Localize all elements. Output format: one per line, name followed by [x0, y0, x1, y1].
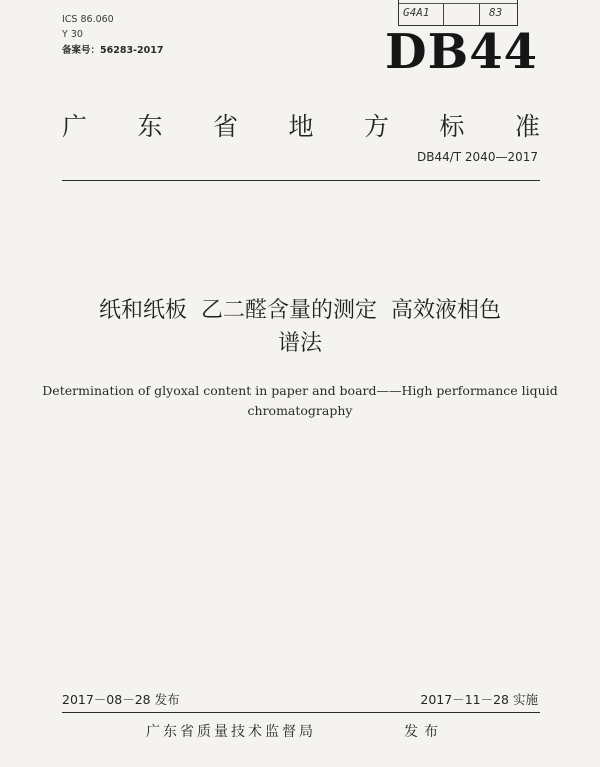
implementation-date: 2017－11－28 实施: [420, 692, 538, 707]
english-title: [40, 381, 560, 421]
chinese-title-line: 谱法: [277, 331, 322, 356]
standard-type-char: 准: [514, 112, 540, 141]
standard-type-char: 方: [363, 112, 389, 141]
standard-number: DB44/T 2040—2017: [416, 150, 538, 164]
stamp-cell-right: 83: [489, 6, 503, 19]
release-label: 发布: [404, 724, 444, 740]
classification-code: Y 30: [62, 29, 83, 40]
english-title-line: chromatography: [247, 403, 353, 418]
stamp-cell-left: G4A1: [403, 6, 430, 19]
chinese-title-line: 纸和纸板 乙二醛含量的测定 高效液相色: [99, 298, 501, 323]
standard-type-char: 省: [212, 112, 238, 141]
filing-number: 备案号：56283-2017: [62, 45, 164, 56]
standard-type-char: 标: [439, 112, 465, 141]
issue-date: 2017－08－28 发布: [62, 692, 180, 707]
ics-code: ICS 86.060: [62, 14, 114, 25]
issuing-authority: 广东省质量技术监督局: [146, 724, 316, 740]
header-divider: [62, 180, 540, 181]
db44-logo: DB44: [385, 24, 538, 80]
standard-type-heading: [62, 107, 540, 143]
english-title-line: Determination of glyoxal content in paper and board——High performance liquid: [42, 383, 558, 398]
footer-divider: [62, 712, 540, 713]
standard-type-char: 地: [288, 112, 314, 141]
standard-type-char: 广: [62, 112, 88, 141]
library-stamp: [398, 0, 518, 26]
chinese-title: [50, 294, 550, 360]
standard-type-char: 东: [137, 112, 163, 141]
